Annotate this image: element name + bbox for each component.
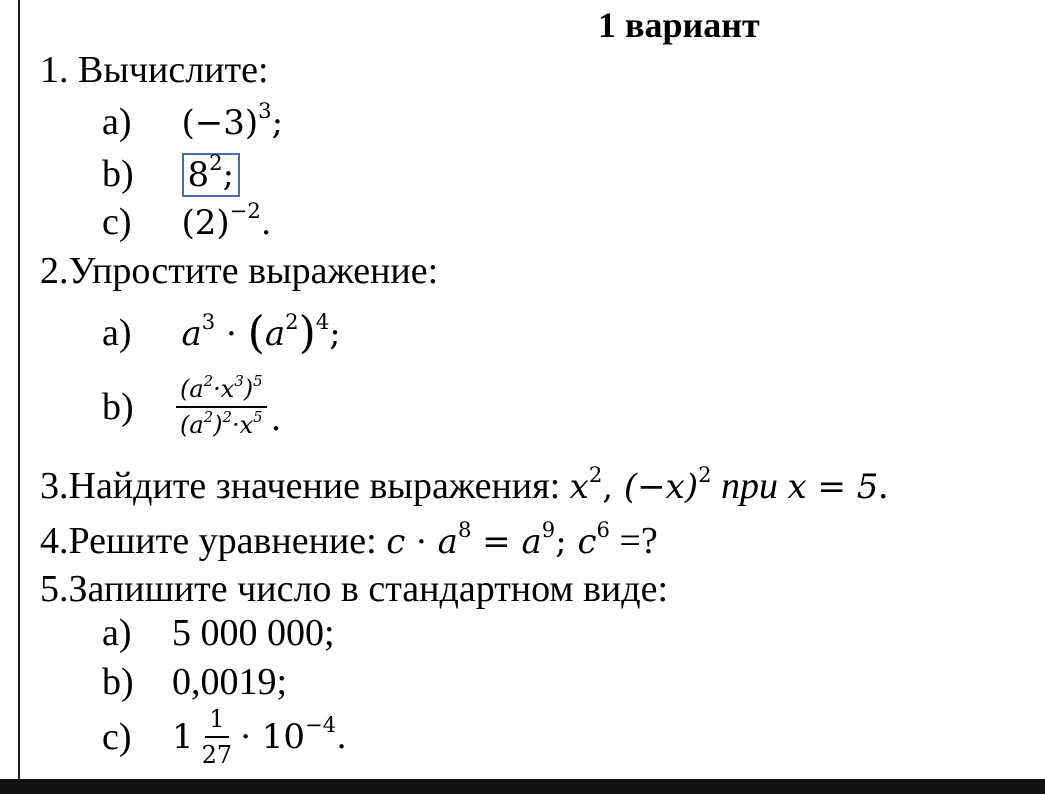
bottom-dark-bar (0, 779, 1045, 794)
task5-c-whole: 1 (172, 717, 194, 757)
task4-line (40, 518, 658, 565)
task3-when: при (711, 465, 788, 507)
task1-header: 1. Вычислите: (40, 49, 269, 91)
task2-b-numerator: $(a^2\cdot x^3)^5$ (176, 374, 267, 408)
task3-expr: $x^2$, $(-x)^2$ (569, 462, 712, 507)
task1-a-label: a) (102, 101, 132, 143)
task5-c-denominator: 27 (201, 741, 233, 769)
task5-c-fraction (198, 704, 237, 770)
task5-item-a (102, 610, 335, 656)
task2-b-fraction (176, 371, 267, 440)
task2-header: 2.Упростите выражение: (40, 250, 439, 292)
task2-b-denominator: $(a^2)^2\cdot x^5$ (180, 407, 263, 439)
task4-question: =? (609, 520, 658, 562)
task1-c-label: c) (102, 201, 132, 243)
task2-item-a (102, 307, 341, 359)
task5-b-value: 0,0019; (172, 661, 288, 703)
task4-expr: $c \cdot a^8 = a^9$; $c^6$ (386, 517, 610, 562)
task1-b-expr-selected[interactable]: $8^2$; (182, 153, 241, 197)
task1-item-b (102, 151, 240, 197)
task3-condition: x = 5 (787, 467, 879, 507)
task3-line: 3.Найдите значение выражения: $x^2$, $(-x)^2$ при x = 5. (40, 462, 888, 507)
task2-a-label: a) (102, 312, 132, 354)
task5-c-numerator: 1 (205, 704, 228, 738)
task2-a-expr: $a^3 \cdot (a^2)^4$; (181, 307, 341, 359)
task5-a-value: 5 000 000; (172, 612, 335, 654)
task1-c-expr: $(2)^{-2}$. (181, 198, 272, 243)
task2-item-b (102, 362, 281, 452)
task5-item-c (102, 698, 347, 776)
task1-item-c (102, 199, 272, 246)
task3-text: 3.Найдите значение выражения: (40, 465, 570, 507)
task1-a-expr: $(-3)^3$; (181, 98, 284, 143)
task5-b-label: b) (102, 661, 134, 703)
task2-b-label: b) (102, 386, 134, 428)
page-title: 1 вариант (598, 5, 760, 45)
task5-a-label: a) (102, 612, 132, 654)
task5-c-label: c) (102, 716, 132, 758)
left-border-line (18, 0, 20, 779)
task5-header: 5.Запишите число в стандартном виде: (40, 568, 669, 610)
task5-c-power: · $10^{-4}$. (240, 712, 347, 757)
task1-item-a (102, 99, 283, 146)
task4-text: 4.Решите уравнение: (40, 520, 387, 562)
task2-b-end: . (270, 399, 282, 439)
task1-b-label: b) (102, 153, 134, 195)
